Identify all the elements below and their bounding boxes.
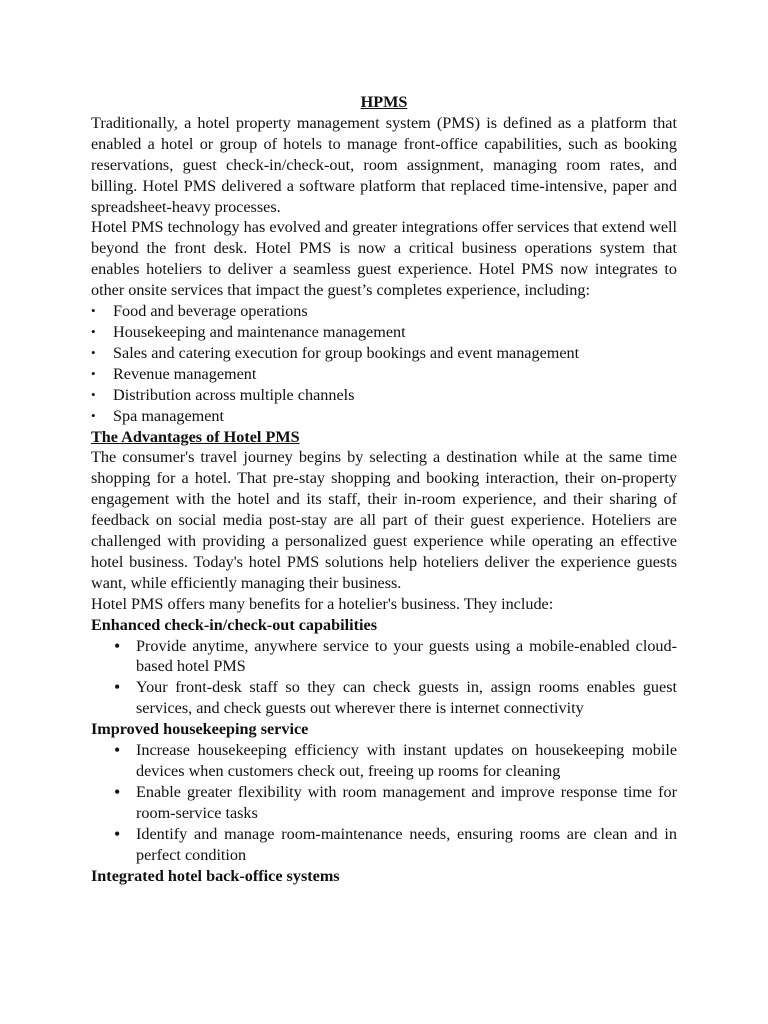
intro-paragraph-1: Traditionally, a hotel property management system (PMS) is defined as a platform that enabled a hotel or group of hotels to manage front-office capabilities, such as booking reservations, guest check-in/check-out, room assignment, managing room rates, and billing. Hotel PMS delivered a software platform that replaced time-intensive, paper and spreadsheet-heavy processes. — [91, 113, 677, 216]
checkin-heading: Enhanced check-in/check-out capabilities — [91, 615, 377, 634]
list-item: • Identify and manage room-maintenance needs, ensuring rooms are clean and in perfect condition — [91, 824, 677, 866]
housekeeping-heading: Improved housekeeping service — [91, 720, 309, 739]
housekeeping-list — [91, 740, 677, 865]
advantages-paragraph-1: The consumer's travel journey begins by selecting a destination while at the same time shopping for a hotel. That pre-stay shopping and booking interaction, their on-property engagement with the hotel and its staff, their in-room experience, and their sharing of feedback on social media post-stay are all part of their guest experience. Hoteliers are challenged with providing a personalized guest experience while operating an effective hotel business. Today's hotel PMS solutions help hoteliers deliver the experience guests want, while efficiently managing their business. — [91, 448, 677, 592]
list-item: • Distribution across multiple channels — [91, 385, 677, 406]
checkin-list — [91, 636, 677, 720]
list-item: • Sales and catering execution for group bookings and event management — [91, 343, 677, 364]
list-item: • Enable greater flexibility with room management and improve response time for room-service tasks — [91, 782, 677, 824]
list-item: • Food and beverage operations — [91, 301, 677, 322]
list-item: • Spa management — [91, 406, 677, 427]
advantages-heading: The Advantages of Hotel PMS — [91, 427, 300, 446]
advantages-paragraph-2: Hotel PMS offers many benefits for a hotelier's business. They include: — [91, 594, 554, 613]
list-item: • Increase housekeeping efficiency with instant updates on housekeeping mobile devices when customers check out, freeing up rooms for cleaning — [91, 740, 677, 782]
list-item: • Your front-desk staff so they can check guests in, assign rooms enables guest services, and check guests out wherever there is internet connectivity — [91, 677, 677, 719]
list-item: • Revenue management — [91, 364, 677, 385]
backoffice-heading: Integrated hotel back-office systems — [91, 866, 340, 885]
document-title: HPMS — [360, 93, 408, 111]
intro-paragraph-2: Hotel PMS technology has evolved and greater integrations offer services that extend well beyond the front desk. Hotel PMS is now a critical business operations system that enables hoteliers to deliver a seamless guest experience. Hotel PMS now integrates to other onsite services that impact the guest’s completes experience, including: — [91, 218, 677, 300]
list-item: • Housekeeping and maintenance management — [91, 322, 677, 343]
document-page — [91, 92, 677, 886]
list-item: • Provide anytime, anywhere service to your guests using a mobile-enabled cloud-based hotel PMS — [91, 636, 677, 678]
services-list — [91, 301, 677, 426]
